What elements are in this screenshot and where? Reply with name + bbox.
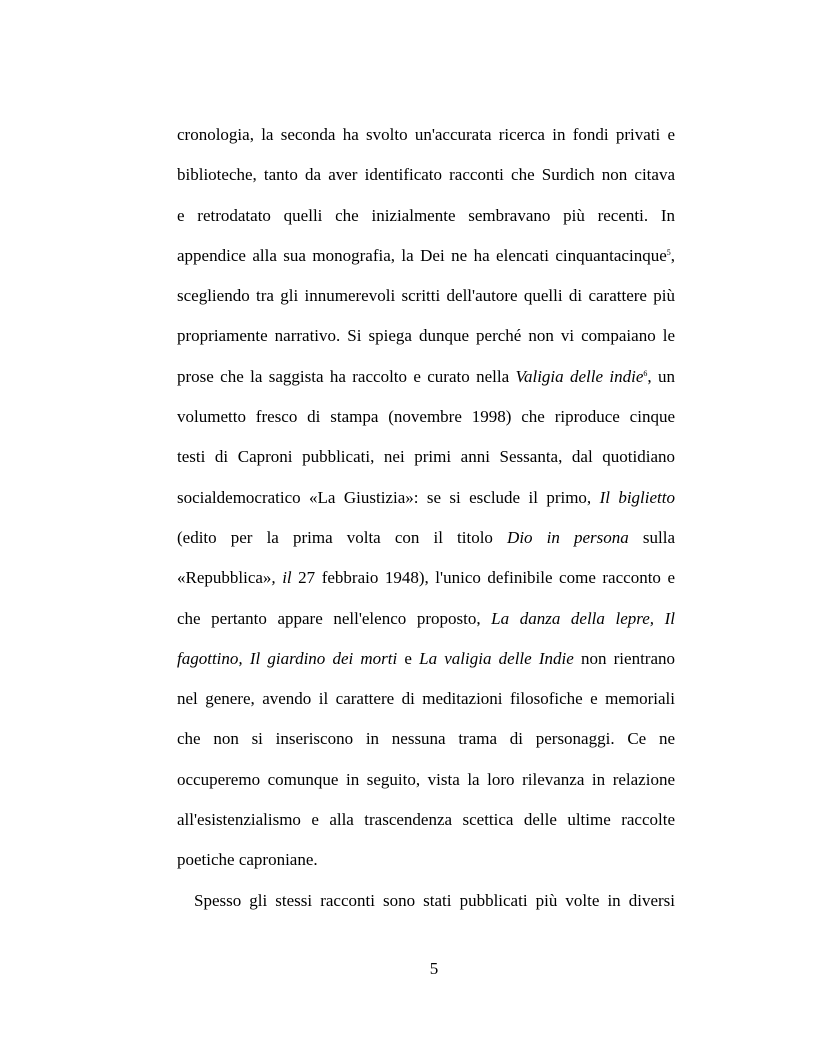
text-run: Spesso gli stessi racconti sono stati pubblicati più volte in diversi bbox=[194, 890, 675, 910]
text-line bbox=[177, 561, 675, 601]
text-line bbox=[177, 481, 675, 521]
text-line bbox=[177, 239, 675, 279]
text-run: testi di Caproni pubblicati, nei primi anni Sessanta, dal quotidiano bbox=[177, 447, 675, 467]
italic-title: Dio in persona bbox=[507, 527, 629, 547]
text-run: che pertanto appare nell'elenco proposto, bbox=[177, 608, 492, 628]
text-line bbox=[177, 118, 675, 158]
text-line bbox=[177, 843, 675, 883]
text-line bbox=[177, 400, 675, 440]
footnote-ref-5: 5 bbox=[666, 247, 671, 257]
text-run: volumetto fresco di stampa (novembre 1998) che riproduce cinque bbox=[177, 407, 675, 427]
italic-run: , il bbox=[271, 568, 292, 588]
text-line bbox=[177, 440, 675, 480]
text-run: poetiche caproniane. bbox=[177, 850, 318, 870]
text-line bbox=[177, 279, 675, 319]
text-run: cronologia, la seconda ha svolto un'accurata ricerca in fondi privati e bbox=[177, 125, 675, 144]
text-run: sulla bbox=[628, 527, 675, 547]
text-line bbox=[177, 158, 675, 198]
footnote-ref-6: 6 bbox=[643, 368, 648, 378]
italic-title: Valigia delle indie bbox=[515, 366, 644, 386]
page-number: 5 bbox=[429, 959, 439, 978]
italic-title: La valigia delle Indie bbox=[419, 648, 574, 668]
text-line bbox=[177, 521, 675, 561]
text-run: «Repubblica» bbox=[177, 568, 272, 588]
text-line bbox=[177, 199, 675, 239]
text-run: , bbox=[670, 245, 675, 265]
body-text bbox=[177, 118, 675, 924]
text-line bbox=[177, 763, 675, 803]
text-line bbox=[177, 360, 675, 400]
text-run: occuperemo comunque in seguito, vista la loro rilevanza in relazione bbox=[177, 769, 675, 789]
text-run: (edito per la prima volta con il titolo bbox=[177, 527, 508, 547]
text-run: propriamente narrativo. Si spiega dunque perché non vi compaiano le bbox=[177, 326, 675, 346]
italic-title: Il biglietto bbox=[599, 487, 675, 507]
text-run: non rientrano bbox=[573, 648, 675, 668]
text-line bbox=[177, 682, 675, 722]
text-line bbox=[177, 602, 675, 642]
italic-title: La danza della lepre, Il bbox=[491, 608, 675, 628]
text-run: scegliendo tra gli innumerevoli scritti dell'autore quelli di carattere più bbox=[177, 286, 675, 306]
text-run: prose che la saggista ha raccolto e curato nella bbox=[177, 366, 516, 386]
text-run: biblioteche, tanto da aver identificato racconti che Surdich non citava bbox=[177, 165, 675, 185]
text-line bbox=[177, 319, 675, 359]
text-line bbox=[177, 722, 675, 762]
text-run: nel genere, avendo il carattere di meditazioni filosofiche e memoriali bbox=[177, 689, 675, 709]
text-run: che non si inseriscono in nessuna trama di personaggi. Ce ne bbox=[177, 729, 675, 749]
text-run: socialdemocratico «La Giustizia»: se si esclude il primo, bbox=[177, 487, 600, 507]
italic-title: fagottino, Il giardino dei morti bbox=[177, 648, 398, 668]
text-run: , un bbox=[647, 366, 676, 386]
text-line bbox=[177, 642, 675, 682]
text-run: appendice alla sua monografia, la Dei ne ha elencati cinquantacinque bbox=[177, 245, 667, 265]
text-run: e bbox=[397, 648, 420, 668]
text-run: e retrodatato quelli che inizialmente sembravano più recenti. In bbox=[177, 205, 675, 225]
text-run: 27 febbraio 1948), l'unico definibile come racconto e bbox=[291, 568, 675, 588]
text-line bbox=[177, 884, 675, 924]
text-line bbox=[177, 803, 675, 843]
text-run: all'esistenzialismo e alla trascendenza scettica delle ultime raccolte bbox=[177, 810, 675, 830]
